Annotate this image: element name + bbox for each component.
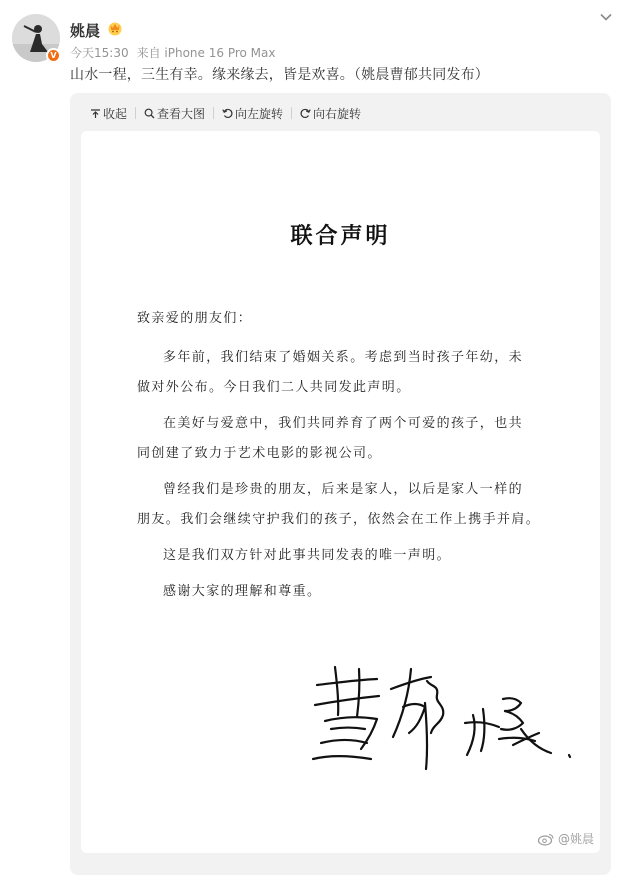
weibo-watermark (537, 830, 594, 847)
post-source: 来自 iPhone 16 Pro Max (136, 46, 276, 60)
statement-line: 同创建了致力于艺术电影的影视公司。 (137, 446, 382, 461)
crown-icon (106, 20, 124, 36)
rotate-left-icon (222, 108, 233, 119)
toolbar-divider (291, 107, 292, 119)
rotate-right-icon (300, 108, 311, 119)
post-meta (70, 44, 275, 61)
weibo-logo-icon (537, 832, 555, 846)
statement-greeting: 致亲爱的朋友们： (137, 311, 253, 326)
verified-badge: V (46, 48, 61, 63)
rotate-right-label: 向右旋转 (313, 106, 362, 121)
rotate-left-button[interactable] (222, 105, 283, 122)
statement-line: 曾经我们是珍贵的朋友，后来是家人，以后是家人一样的 (163, 482, 524, 497)
view-large-button[interactable] (144, 105, 205, 122)
handwritten-signature (307, 663, 587, 773)
media-panel (70, 93, 611, 875)
statement-line: 朋友。我们会继续守护我们的孩子，依然会在工作上携手并肩。 (137, 512, 541, 527)
magnifier-icon (144, 108, 155, 119)
post-time[interactable]: 今天15:30 (70, 46, 129, 60)
image-toolbar (90, 103, 361, 123)
avatar-container[interactable] (12, 14, 60, 62)
statement-title: 联合声明 (290, 223, 391, 249)
statement-line: 多年前，我们结束了婚姻关系。考虑到当时孩子年幼，未 (163, 350, 524, 365)
statement-line: 做对外公布。今日我们二人共同发此声明。 (137, 380, 411, 395)
collapse-label: 收起 (103, 106, 128, 121)
statement-line: 在美好与爱意中，我们共同养育了两个可爱的孩子，也共 (163, 416, 524, 431)
statement-line: 感谢大家的理解和尊重。 (163, 584, 322, 599)
rotate-right-button[interactable] (300, 105, 361, 122)
view-large-label: 查看大图 (157, 106, 206, 121)
statement-line: 这是我们双方针对此事共同发表的唯一声明。 (163, 548, 452, 563)
toolbar-divider (135, 107, 136, 119)
toolbar-divider (213, 107, 214, 119)
collapse-button[interactable] (90, 105, 127, 122)
post-text: 山水一程，三生有幸。缘来缘去，皆是欢喜。（姚晨曹郁共同发布） (70, 67, 489, 83)
watermark-text: @姚晨 (557, 832, 594, 846)
rotate-left-label: 向左旋转 (235, 106, 284, 121)
statement-image[interactable] (81, 131, 600, 853)
username[interactable]: 姚晨 (70, 22, 101, 40)
arrow-up-icon (90, 108, 101, 119)
chevron-down-icon[interactable] (599, 10, 613, 24)
